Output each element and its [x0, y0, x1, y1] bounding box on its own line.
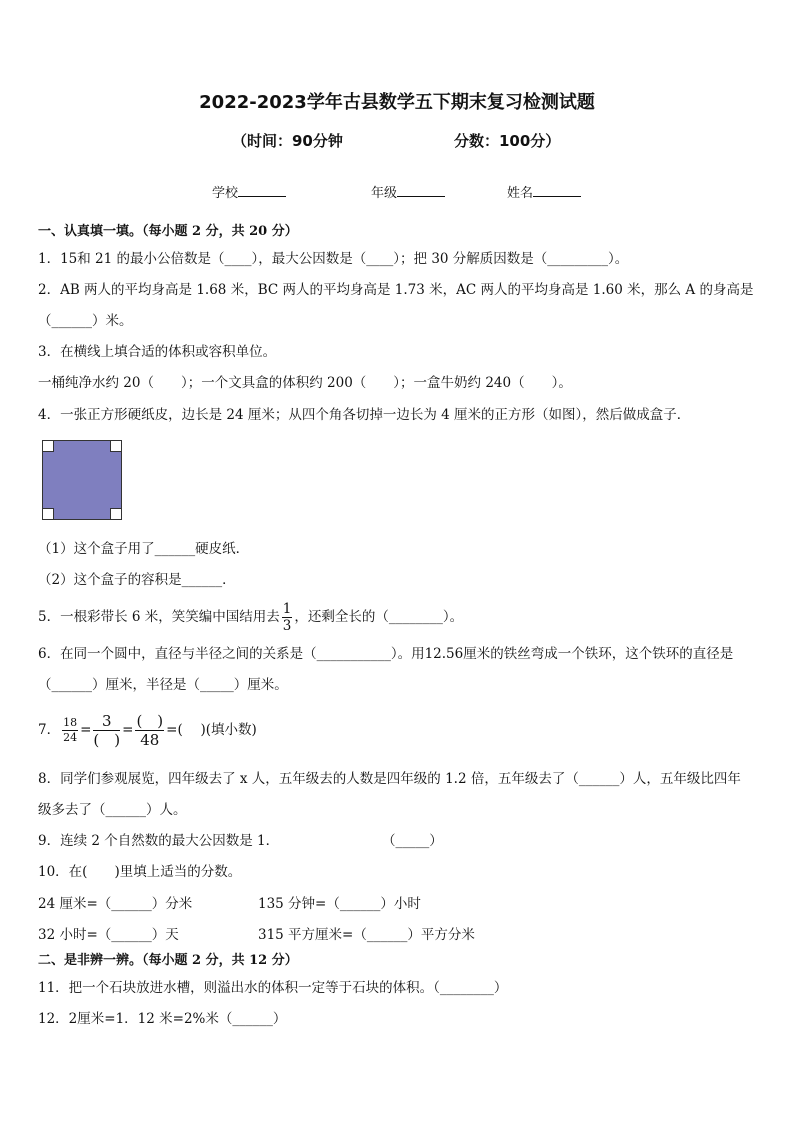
cut-corner-square-figure — [42, 440, 122, 520]
equals-sign: = — [122, 722, 134, 738]
grade-blank — [397, 184, 445, 197]
question-2-line2: （______）米。 — [38, 313, 133, 329]
question-10-item3: 32 小时=（______）天 — [38, 927, 179, 943]
question-7 — [38, 710, 257, 750]
question-10-item2: 135 分钟=（______）小时 — [258, 896, 421, 912]
question-3-line2: 一桶纯净水约 20（ ）；一个文具盒的体积约 200（ ）；一盒牛奶约 240（ ）。 — [38, 375, 572, 391]
question-7-label: 7． — [38, 722, 61, 738]
fraction-denominator: ( ) — [93, 731, 121, 749]
name-label: 姓名 — [507, 186, 534, 201]
fraction-numerator: 18 — [63, 716, 78, 729]
fraction-numerator: 1 — [282, 601, 292, 617]
exam-time: （时间：90分钟 — [232, 132, 343, 150]
fraction-denominator: 24 — [63, 731, 78, 744]
fraction-numerator: ( ) — [136, 712, 164, 730]
question-11: 11．把一个石块放进水槽，则溢出水的体积一定等于石块的体积。（________） — [38, 980, 508, 996]
question-6-line2: （______）厘米，半径是（_____）厘米。 — [38, 677, 288, 693]
question-4-part1: （1）这个盒子用了______硬皮纸． — [38, 541, 250, 557]
question-8-line1: 8．同学们参观展览，四年级去了 x 人，五年级去的人数是四年级的 1.2 倍，五年级去了（______）人，五年级比四年 — [38, 771, 741, 787]
question-10: 10．在( )里填上适当的分数。 — [38, 864, 242, 880]
question-10-item4: 315 平方厘米=（______）平方分米 — [258, 927, 475, 943]
school-field — [212, 182, 286, 201]
question-4-part2: （2）这个盒子的容积是______． — [38, 572, 236, 588]
school-blank — [238, 184, 286, 197]
question-9-blank: （_____） — [382, 833, 443, 849]
school-label: 学校 — [212, 186, 239, 201]
fraction-3-blank — [93, 712, 120, 749]
question-7-tail: =( )(填小数) — [166, 722, 257, 738]
question-10-item1: 24 厘米=（______）分米 — [38, 896, 193, 912]
question-5-tail: ，还剩全长的（________）。 — [294, 609, 464, 625]
grade-field — [371, 182, 445, 201]
fraction-blank-48 — [135, 712, 164, 749]
fraction-denominator: 48 — [140, 731, 160, 749]
question-3-line1: 3．在横线上填合适的体积或容积单位。 — [38, 344, 277, 360]
question-5 — [38, 599, 463, 635]
fraction-numerator: 3 — [93, 712, 120, 731]
question-8-line2: 级多去了（______）人。 — [38, 802, 187, 818]
question-6-line1: 6．在同一个圆中，直径与半径之间的关系是（___________）。用12.56厘米的铁丝弯成一个铁环，这个铁环的直径是 — [38, 646, 734, 662]
question-9: 9．连续 2 个自然数的最大公因数是 1． — [38, 833, 280, 849]
equals-sign: = — [80, 722, 92, 738]
page-title: 2022-2023学年古县数学五下期末复习检测试题 — [199, 92, 595, 113]
question-5-text: 5．一根彩带长 6 米，笑笑编中国结用去 — [38, 609, 280, 625]
section1-heading: 一、认真填一填。（每小题 2 分，共 20 分） — [38, 224, 298, 239]
fraction-one-third — [282, 601, 293, 634]
name-blank — [533, 184, 581, 197]
fraction-18-24 — [62, 716, 78, 745]
question-12: 12．2厘米=1．12 米=2%米（______） — [38, 1011, 287, 1027]
grade-label: 年级 — [371, 186, 398, 201]
question-1: 1．15和 21 的最小公倍数是（____），最大公因数是（____）；把 30 分解质因数是（_________）。 — [38, 251, 629, 267]
question-2-line1: 2．AB 两人的平均身高是 1.68 米，BC 两人的平均身高是 1.73 米，AC 两人的平均身高是 1.60 米，那么 A 的身高是 — [38, 282, 754, 298]
fraction-denominator: 3 — [282, 618, 292, 634]
section2-heading: 二、是非辨一辨。（每小题 2 分，共 12 分） — [38, 953, 298, 968]
question-4-line1: 4．一张正方形硬纸皮，边长是 24 厘米；从四个角各切掉一边长为 4 厘米的正方形（如图），然后做成盒子． — [38, 407, 691, 423]
name-field — [507, 182, 581, 201]
exam-score: 分数：100分） — [454, 132, 561, 150]
